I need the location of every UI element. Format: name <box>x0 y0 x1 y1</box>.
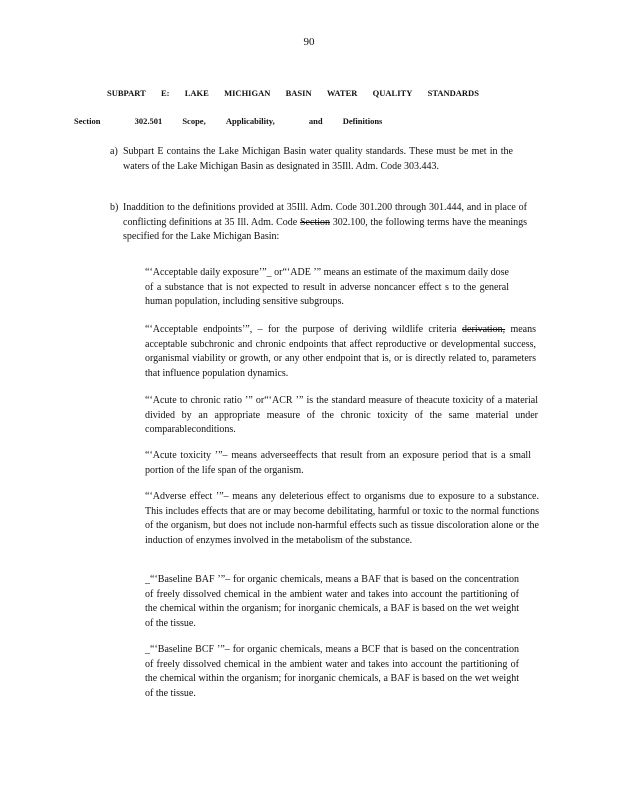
section-word: Scope, <box>182 116 206 126</box>
subpart-word: BASIN <box>285 88 312 98</box>
section-word: Section <box>74 116 101 126</box>
definition-ade <box>145 266 509 310</box>
subpart-word: MICHIGAN <box>224 88 271 98</box>
definition-text: “‘Acute to chronic ratio ’” or“‘ACR ’” is the standard measure of theacute toxicity of a material divided by an appropriate measure of the chronic toxicity of the same material under comparableconditions. <box>145 395 538 436</box>
definition-text: _“‘Baseline BCF ’”– for organic chemicals, means a BCF that is based on the concentration of freely dissolved chemical in the ambient water and takes into account the partitioning of the chemical within the organism; for inorganic chemicals, a BAF is based on the wet weight of the tissue. <box>145 644 519 699</box>
subpart-word: QUALITY <box>372 88 413 98</box>
struck-text: derivation, <box>462 324 506 335</box>
item-a-label: a) <box>110 146 118 157</box>
subpart-word: STANDARDS <box>427 88 479 98</box>
definition-text: _“‘Baseline BAF ’”– for organic chemicals, means a BAF that is based on the concentration of freely dissolved chemical in the ambient water and takes into account the partitioning of the chemical within the organism; for inorganic chemicals, a BAF is based on the wet weight of the tissue. <box>145 574 519 629</box>
definition-acute-toxicity <box>145 449 531 478</box>
subpart-word: WATER <box>326 88 358 98</box>
section-word: and <box>308 116 323 126</box>
item-a-body: Subpart E contains the Lake Michigan Basin water quality standards. These must be met in the waters of the Lake Michigan Basin as designated in 35Ill. Adm. Code 303.443. <box>123 146 513 172</box>
subpart-heading <box>107 88 479 98</box>
subpart-word: LAKE <box>184 88 209 98</box>
definition-text: “‘Acceptable endpoints’”, – for the purpose of deriving wildlife criteria <box>145 324 457 335</box>
definition-baseline-bcf <box>145 643 519 701</box>
definition-text: “‘Acute toxicity ’”– means adverseeffects that result from an exposure period that is a small portion of the life span of the organism. <box>145 450 531 476</box>
section-word: Applicability, <box>225 116 275 126</box>
definition-text: “‘Acceptable daily exposure’”_ or“‘ADE ’” means an estimate of the maximum daily dose of a substance that is not expected to result in adverse noncancer effect s to the general human population, including sensitive subgroups. <box>145 267 509 308</box>
item-b-body: Inaddition to the definitions provided at 35Ill. Adm. Code 301.200 through 301.444, and in place of conflicting definitions at 35 Ill. Adm. Code <box>123 202 527 228</box>
definition-text-cont: means acceptable subchronic and chronic endpoints that affect reproductive or developmental success, organismal viability or growth, or any other endpoint that is, or is directly related to, parameters that influence population dynamics. <box>145 324 536 379</box>
item-b-label: b) <box>110 202 119 213</box>
definition-acceptable-endpoints <box>145 323 536 381</box>
item-a-text <box>123 145 513 174</box>
section-heading <box>74 116 400 126</box>
definition-text: “‘Adverse effect ’”– means any deleterious effect to organisms due to exposure to a substance. This includes effects that are or may become debilitating, harmful or toxic to the normal functions of the organism, but does not include non-harmful effects such as tissue discoloration alone or the induction of enzymes involved in the metabolism of the substance. <box>145 491 539 546</box>
section-word: Definitions <box>342 116 383 126</box>
struck-text: Section <box>300 216 330 228</box>
item-b-body-cont: 302.100, the following terms have the meanings specified for the Lake Michigan Basin: <box>123 216 527 243</box>
subpart-word: SUBPART <box>107 88 146 98</box>
subpart-word: E: <box>161 88 170 98</box>
definition-adverse-effect <box>145 490 539 548</box>
definition-acr <box>145 394 538 438</box>
definition-baseline-baf <box>145 573 519 631</box>
item-b-text <box>123 201 527 245</box>
section-word: 302.501 <box>134 116 163 126</box>
page-number: 90 <box>303 36 315 48</box>
